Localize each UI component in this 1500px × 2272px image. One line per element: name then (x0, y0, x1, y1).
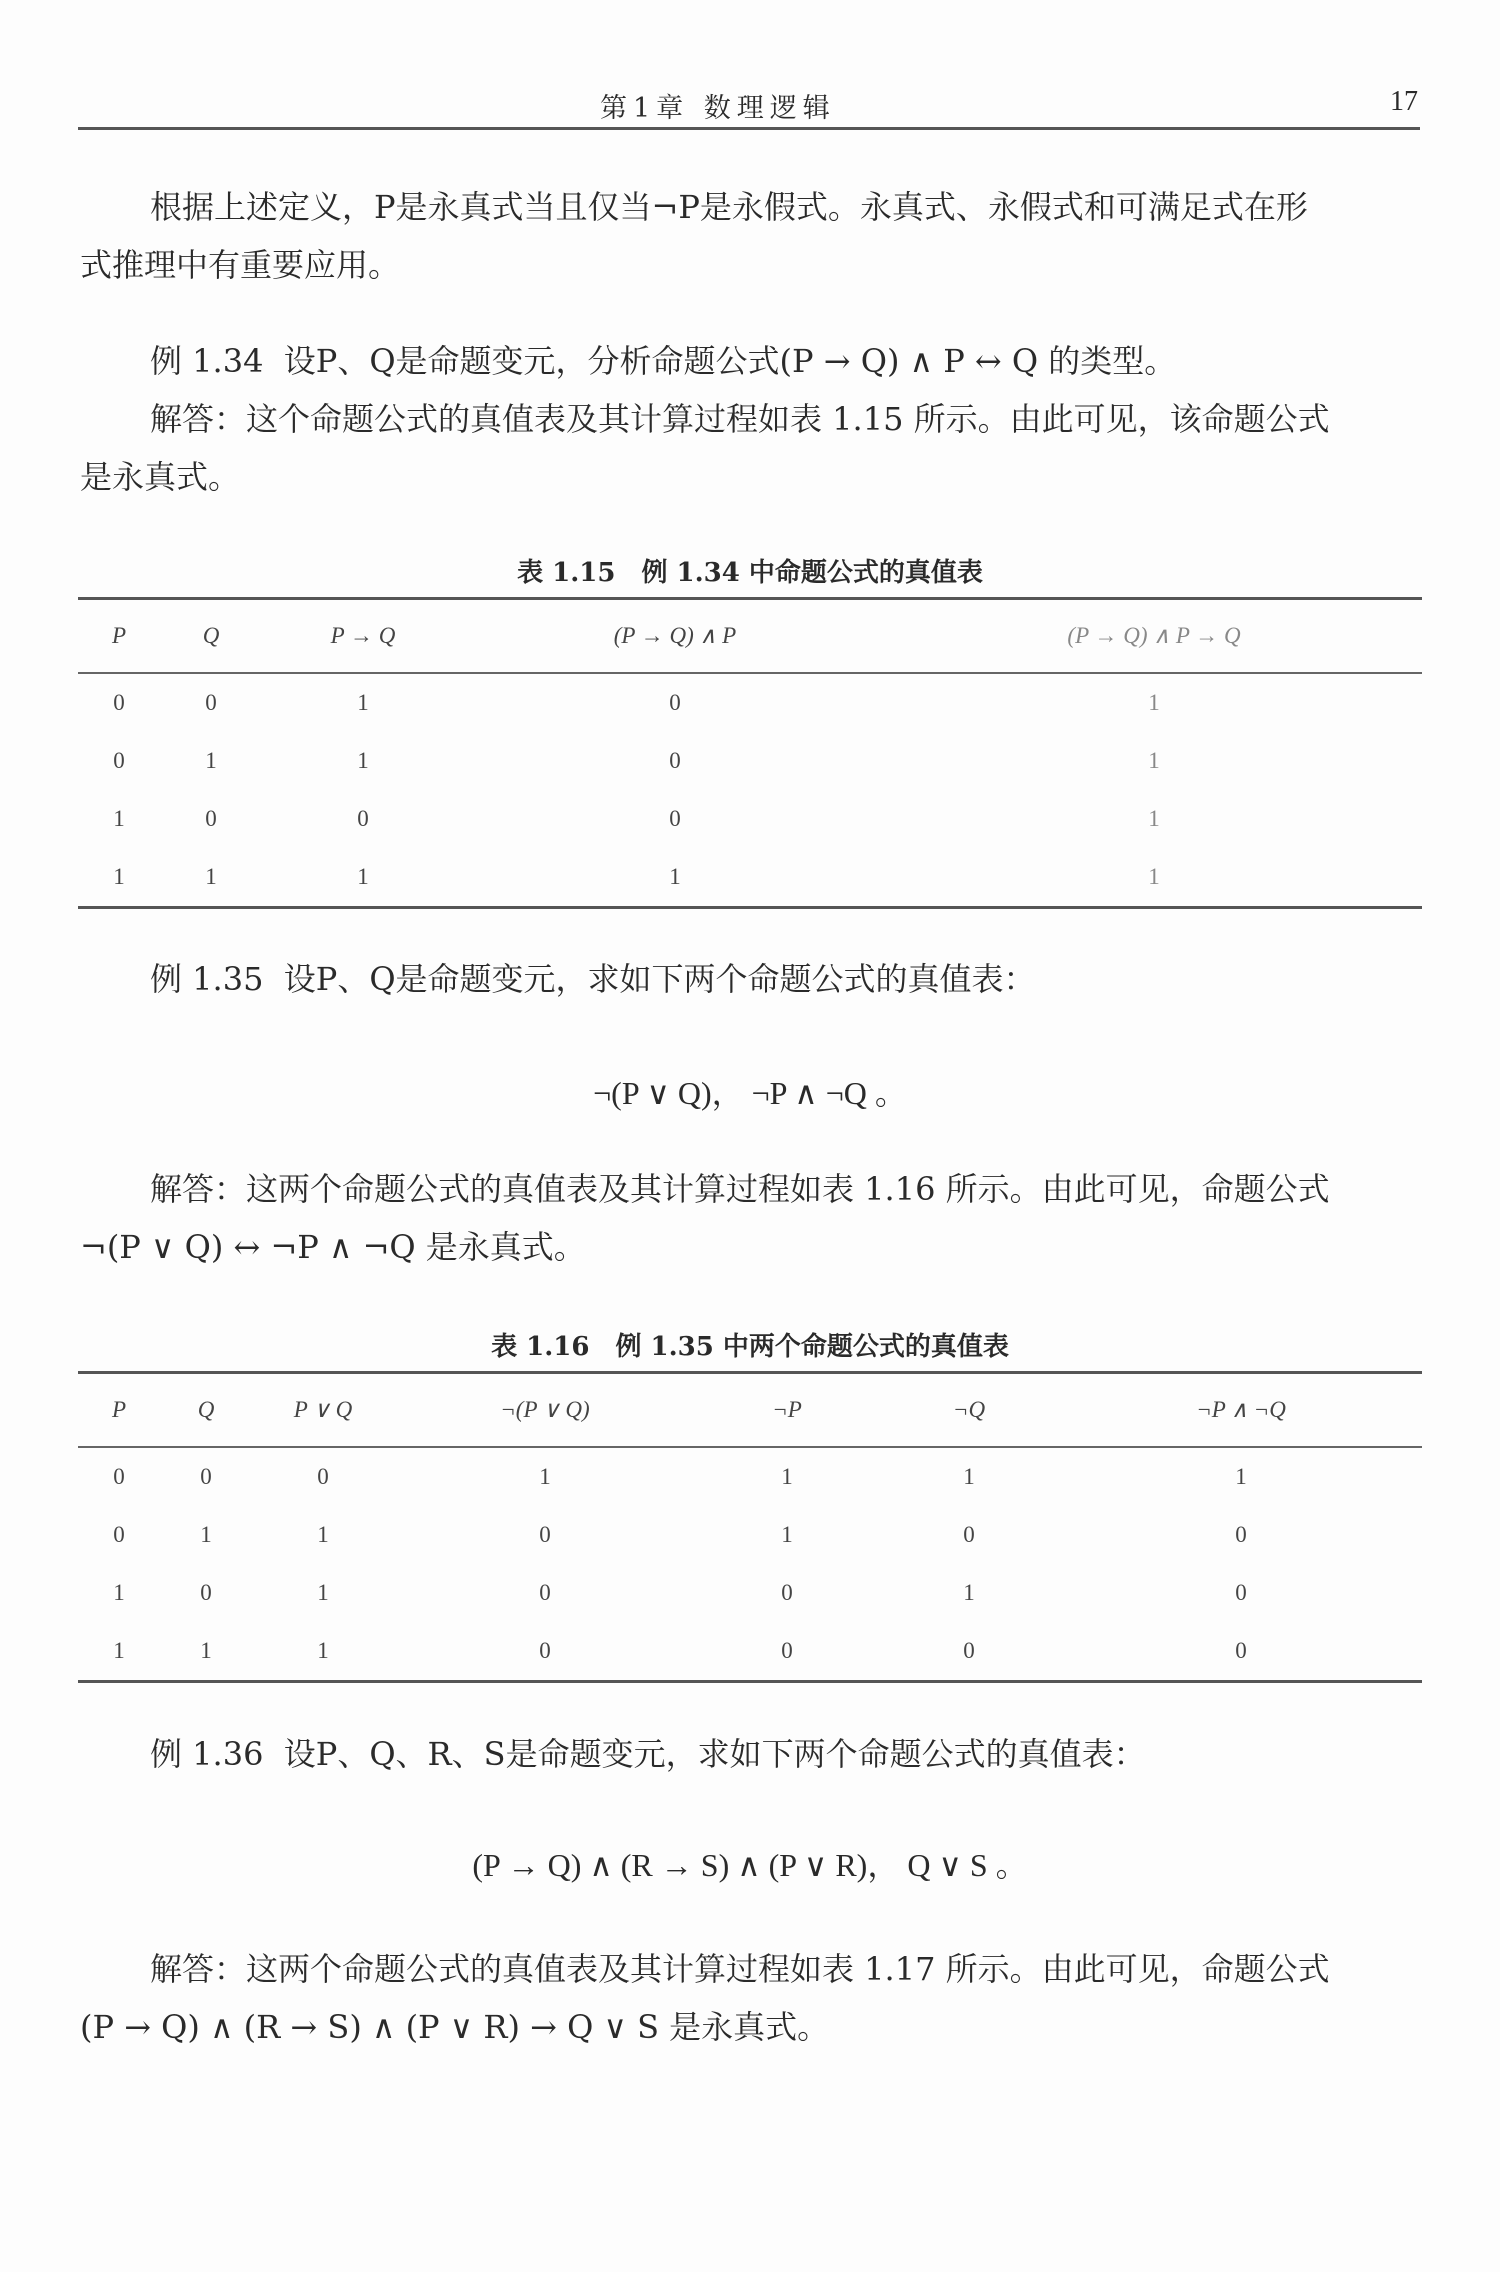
table-cell: 1 (317, 1522, 329, 1547)
table-row (78, 1447, 1422, 1506)
answer-1-36 (80, 1940, 1422, 2056)
table-cell: 1 (1148, 806, 1160, 831)
table-cell: 1 (205, 864, 217, 889)
table-cell: 1 (357, 690, 369, 715)
table-cell: 0 (113, 1464, 125, 1489)
paragraph-definition (80, 178, 1422, 294)
formula: (P → Q) ∧ (R → S) ∧ (P ∨ R)， Q ∨ S 。 (472, 1847, 1028, 1883)
table-row (78, 1564, 1422, 1622)
truth-table-1-16 (78, 1371, 1422, 1683)
table-cell: 0 (357, 806, 369, 831)
table-cell: 1 (669, 864, 681, 889)
table-cell: 1 (963, 1580, 975, 1605)
column-header: Q (160, 599, 262, 674)
table-cell: 1 (1235, 1464, 1247, 1489)
table-row (78, 673, 1422, 732)
example-text: 设P、Q是命题变元，求如下两个命题公式的真值表： (283, 960, 1036, 998)
example-title: 例 1.34 (150, 342, 264, 380)
table-cell: 0 (781, 1580, 793, 1605)
answer-1-35 (80, 1160, 1422, 1276)
example-1-35 (80, 950, 1422, 1008)
table-cell: 0 (113, 1522, 125, 1547)
table-cell: 0 (205, 690, 217, 715)
column-header: P (78, 1373, 160, 1448)
table-cell: 1 (1148, 864, 1160, 889)
table-cell: 1 (317, 1580, 329, 1605)
text-line: 根据上述定义，P是永真式当且仅当¬P是永假式。永真式、永假式和可满足式在形 (150, 188, 1308, 226)
example-1-34 (80, 332, 1422, 506)
table-cell: 1 (1148, 748, 1160, 773)
example-text: 设P、Q、R、S是命题变元，求如下两个命题公式的真值表： (283, 1735, 1146, 1773)
table-cell: 1 (781, 1464, 793, 1489)
table-cell: 1 (113, 864, 125, 889)
table-row (78, 1622, 1422, 1682)
table-cell: 0 (963, 1638, 975, 1663)
header-rule (78, 127, 1420, 130)
table-row (78, 790, 1422, 848)
table-cell: 0 (113, 748, 125, 773)
table-cell: 1 (113, 1638, 125, 1663)
example-1-36 (80, 1725, 1422, 1783)
table-cell: 0 (1235, 1580, 1247, 1605)
example-title: 例 1.35 (150, 960, 264, 998)
column-header: ¬P (696, 1373, 878, 1448)
column-header: (P → Q) ∧ P (464, 599, 886, 674)
table-cell: 0 (963, 1522, 975, 1547)
answer-line: 解答：这两个命题公式的真值表及其计算过程如表 1.17 所示。由此可见，命题公式 (150, 1950, 1330, 1988)
table-cell: 0 (113, 690, 125, 715)
formula: ¬(P ∨ Q)， ¬P ∧ ¬Q 。 (593, 1075, 907, 1111)
table-cell: 1 (200, 1638, 212, 1663)
column-header: (P → Q) ∧ P → Q (886, 599, 1422, 674)
answer-line: 解答：这个命题公式的真值表及其计算过程如表 1.15 所示。由此可见，该命题公式 (150, 400, 1330, 438)
column-header: ¬P ∧ ¬Q (1060, 1373, 1422, 1448)
example-title: 例 1.36 (150, 1735, 264, 1773)
table-cell: 1 (200, 1522, 212, 1547)
table-caption: 表 1.15 例 1.34 中命题公式的真值表 (517, 558, 983, 588)
column-header: ¬Q (878, 1373, 1060, 1448)
table-cell: 0 (200, 1464, 212, 1489)
table-cell: 1 (357, 748, 369, 773)
table-cell: 1 (113, 1580, 125, 1605)
table-row (78, 1506, 1422, 1564)
table-cell: 0 (200, 1580, 212, 1605)
table-cell: 0 (781, 1638, 793, 1663)
table-row (78, 732, 1422, 790)
table-cell: 1 (113, 806, 125, 831)
column-header: ¬(P ∨ Q) (394, 1373, 696, 1448)
column-header: P → Q (262, 599, 464, 674)
text-line: 式推理中有重要应用。 (80, 246, 401, 284)
table-cell: 1 (1148, 690, 1160, 715)
table-caption: 表 1.16 例 1.35 中两个命题公式的真值表 (491, 1332, 1009, 1362)
table-cell: 1 (357, 864, 369, 889)
answer-line: 解答：这两个命题公式的真值表及其计算过程如表 1.16 所示。由此可见，命题公式 (150, 1170, 1330, 1208)
table-cell: 0 (1235, 1638, 1247, 1663)
table-cell: 0 (205, 806, 217, 831)
column-header: P ∨ Q (252, 1373, 394, 1448)
answer-line: (P → Q) ∧ (R → S) ∧ (P ∨ R) → Q ∨ S 是永真式。 (80, 2008, 830, 2046)
answer-line: ¬(P ∨ Q) ↔ ¬P ∧ ¬Q 是永真式。 (80, 1228, 586, 1266)
table-cell: 0 (317, 1464, 329, 1489)
table-cell: 0 (539, 1522, 551, 1547)
table-cell: 1 (963, 1464, 975, 1489)
answer-line: 是永真式。 (80, 458, 241, 496)
table-cell: 1 (539, 1464, 551, 1489)
table-cell: 0 (669, 748, 681, 773)
truth-table-1-15 (78, 597, 1422, 909)
table-row (78, 848, 1422, 908)
page-number: 17 (1390, 86, 1418, 117)
table-cell: 0 (539, 1638, 551, 1663)
table-cell: 0 (539, 1580, 551, 1605)
column-header: P (78, 599, 160, 674)
running-header: 第1章 数理逻辑 (600, 93, 836, 124)
table-cell: 0 (1235, 1522, 1247, 1547)
table-cell: 1 (781, 1522, 793, 1547)
column-header: Q (160, 1373, 252, 1448)
table-cell: 0 (669, 690, 681, 715)
table-cell: 1 (317, 1638, 329, 1663)
table-cell: 1 (205, 748, 217, 773)
table-cell: 0 (669, 806, 681, 831)
example-text: 设P、Q是命题变元，分析命题公式(P → Q) ∧ P ↔ Q 的类型。 (283, 342, 1177, 380)
